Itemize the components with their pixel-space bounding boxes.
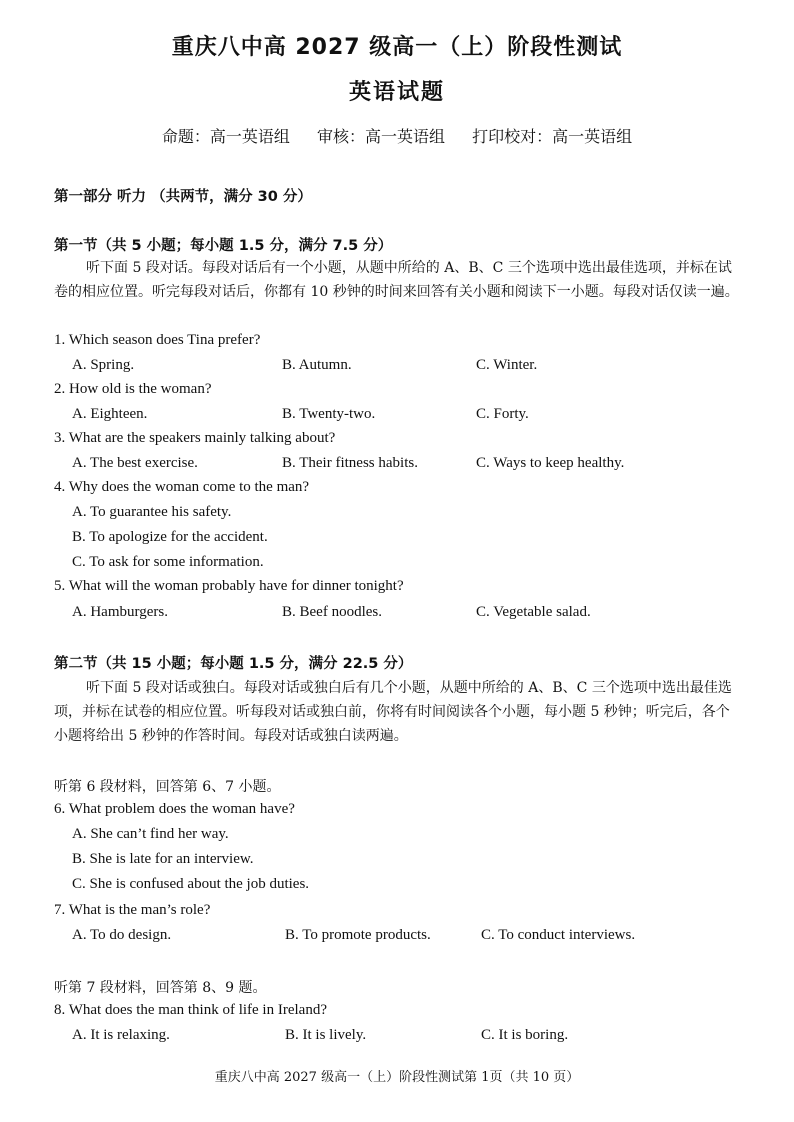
q3-option-c: C. Ways to keep healthy. bbox=[476, 455, 625, 471]
q8-option-a: A. It is relaxing. bbox=[72, 1027, 170, 1043]
page-footer: 重庆八中高 2027 级高一（上）阶段性测试第 1页（共 10 页） bbox=[214, 1070, 580, 1085]
material-7-note: 听第 7 段材料，回答第 8、9 题。 bbox=[54, 980, 267, 996]
q5-option-c: C. Vegetable salad. bbox=[476, 604, 591, 620]
q1-option-a: A. Spring. bbox=[72, 357, 135, 373]
q7-option-b: B. To promote products. bbox=[285, 927, 431, 943]
section2-heading: 第二节（共 15 小题；每小题 1.5 分，满分 22.5 分） bbox=[54, 656, 413, 672]
question-8: 8. What does the man think of life in Ireland? bbox=[54, 1002, 327, 1018]
q8-option-c: C. It is boring. bbox=[481, 1027, 569, 1043]
q3-option-a: A. The best exercise. bbox=[72, 455, 198, 471]
q6-option-b: B. She is late for an interview. bbox=[72, 851, 254, 867]
q1-option-b: B. Autumn. bbox=[282, 357, 352, 373]
q7-option-a: A. To do design. bbox=[72, 927, 172, 943]
question-7: 7. What is the man’s role? bbox=[54, 902, 211, 918]
q6-option-a: A. She can’t find her way. bbox=[72, 826, 229, 842]
q2-option-c: C. Forty. bbox=[476, 406, 529, 422]
material-6-note: 听第 6 段材料，回答第 6、7 小题。 bbox=[54, 779, 281, 795]
q6-option-c: C. She is confused about the job duties. bbox=[72, 876, 310, 892]
section1-heading: 第一节（共 5 小题；每小题 1.5 分，满分 7.5 分） bbox=[54, 238, 393, 254]
section2-instructions-text: 听下面 5 段对话或独白。每段对话或独白后有几个小题，从题中所给的 A、B、C 三个选项中选出最佳选项，并标在试卷的相应位置。听每段对话或独白前，你将有时间阅读各个小题，每小题 5 秒钟；听完后，各个小题将给出 5 秒钟的作答时间。每段对话或独白读两遍。 bbox=[54, 680, 732, 744]
question-4: 4. Why does the woman come to the man? bbox=[54, 479, 310, 495]
section2-instructions bbox=[54, 676, 742, 748]
question-1: 1. Which season does Tina prefer? bbox=[54, 332, 261, 348]
section1-instructions-text: 听下面 5 段对话。每段对话后有一个小题，从题中所给的 A、B、C 三个选项中选出最佳选项，并标在试卷的相应位置。听完每段对话后，你都有 10 秒钟的时间来回答有关小题和阅读下一小题。每段对话仅读一遍。 bbox=[54, 260, 739, 300]
q2-option-b: B. Twenty-two. bbox=[282, 406, 376, 422]
exam-credits: 命题：高一英语组 审核：高一英语组 打印校对：高一英语组 bbox=[161, 127, 633, 146]
q5-option-b: B. Beef noodles. bbox=[282, 604, 382, 620]
question-6: 6. What problem does the woman have? bbox=[54, 801, 295, 817]
q5-option-a: A. Hamburgers. bbox=[72, 604, 168, 620]
q4-option-b: B. To apologize for the accident. bbox=[72, 529, 268, 545]
q4-option-a: A. To guarantee his safety. bbox=[72, 504, 232, 520]
question-2: 2. How old is the woman? bbox=[54, 381, 212, 397]
section1-instructions bbox=[54, 256, 742, 304]
part1-heading: 第一部分 听力 （共两节，满分 30 分） bbox=[54, 189, 312, 205]
q7-option-c: C. To conduct interviews. bbox=[481, 927, 636, 943]
q4-option-c: C. To ask for some information. bbox=[72, 554, 264, 570]
q1-option-c: C. Winter. bbox=[476, 357, 538, 373]
q3-option-b: B. Their fitness habits. bbox=[282, 455, 418, 471]
exam-title: 重庆八中高 2027 级高一（上）阶段性测试 bbox=[171, 35, 623, 60]
question-5: 5. What will the woman probably have for dinner tonight? bbox=[54, 578, 404, 594]
q8-option-b: B. It is lively. bbox=[285, 1027, 367, 1043]
question-3: 3. What are the speakers mainly talking about? bbox=[54, 430, 336, 446]
q2-option-a: A. Eighteen. bbox=[72, 406, 148, 422]
exam-subtitle: 英语试题 bbox=[348, 80, 445, 105]
